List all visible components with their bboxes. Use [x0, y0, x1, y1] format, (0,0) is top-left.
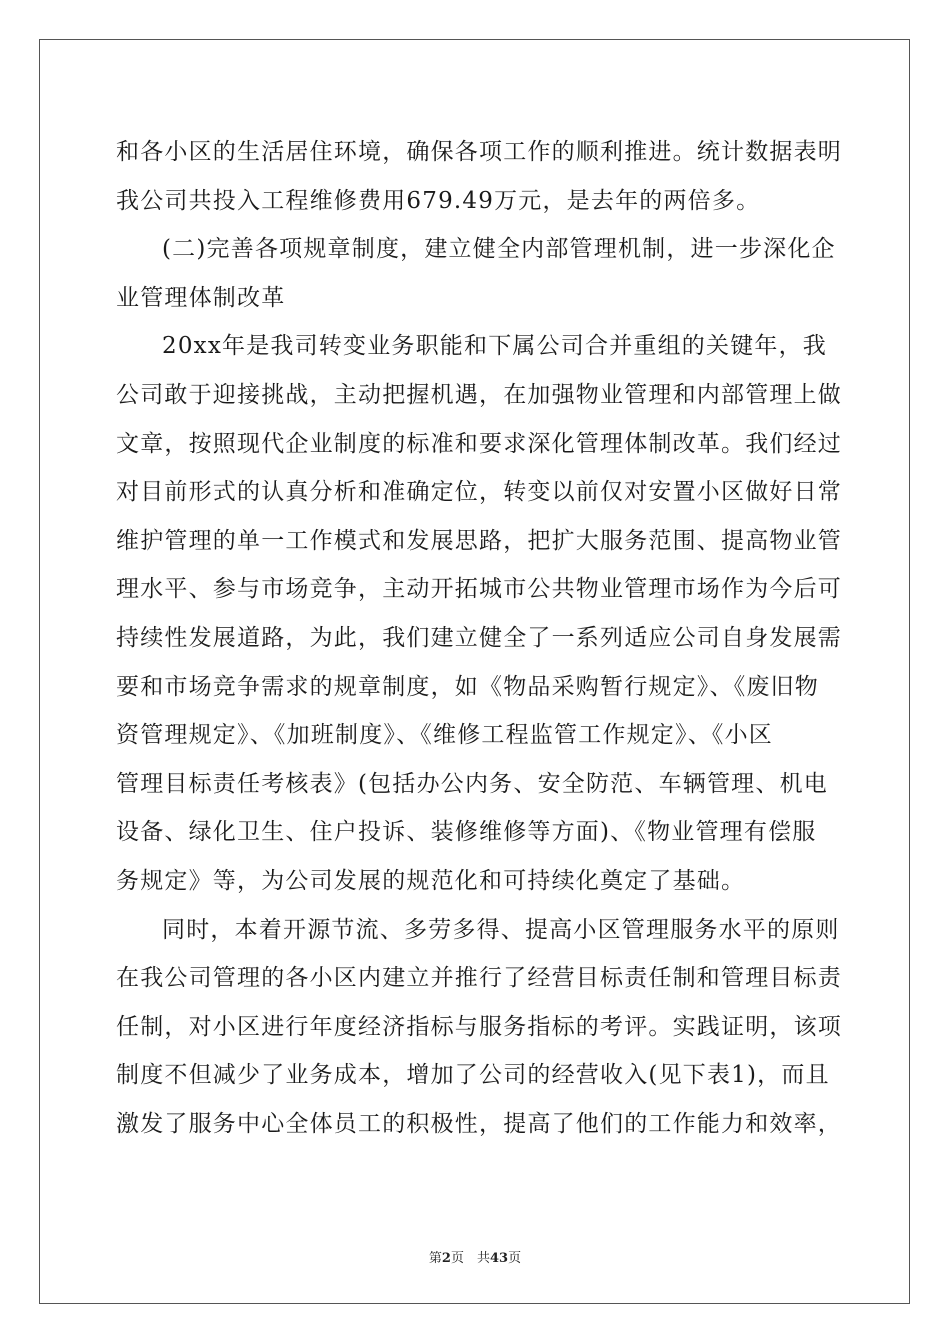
text-line: 务规定》等，为公司发展的规范化和可持续化奠定了基础。 — [116, 867, 746, 894]
text-line: 同时，本着开源节流、多劳多得、提高小区管理服务水平的原则 — [162, 916, 840, 943]
total-page-count: 43 — [489, 1251, 509, 1266]
text-line: 在我公司管理的各小区内建立并推行了经营目标责任制和管理目标责 — [116, 965, 842, 992]
text-line: 我公司共投入工程维修费用679.49万元，是去年的两倍多。 — [116, 187, 761, 214]
text-line: 激发了服务中心全体员工的积极性，提高了他们的工作能力和效率， — [116, 1110, 842, 1137]
text-line: 20xx年是我司转变业务职能和下属公司合并重组的关键年，我 — [162, 333, 828, 360]
text-line: 管理目标责任考核表》(包括办公内务、安全防范、车辆管理、机电 — [116, 770, 828, 797]
footer-prefix: 第 — [428, 1251, 442, 1266]
text-line: 公司敢于迎接挑战，主动把握机遇，在加强物业管理和内部管理上做 — [116, 381, 842, 408]
text-line: 理水平、参与市场竞争，主动开拓城市公共物业管理市场作为今后可 — [116, 576, 842, 603]
text-line: 对目前形式的认真分析和准确定位，转变以前仅对安置小区做好日常 — [116, 479, 842, 506]
footer-mid: 页 共 — [450, 1251, 490, 1266]
current-page-number: 2 — [441, 1251, 451, 1266]
document-body — [116, 128, 842, 1148]
text-line: 文章，按照现代企业制度的标准和要求深化管理体制改革。我们经过 — [116, 430, 842, 457]
text-line: 维护管理的单一工作模式和发展思路，把扩大服务范围、提高物业管 — [116, 527, 842, 554]
text-line: 任制，对小区进行年度经济指标与服务指标的考评。实践证明，该项 — [116, 1013, 842, 1040]
text-line: 资管理规定》、《加班制度》、《维修工程监管工作规定》、《小区 — [116, 722, 773, 749]
text-line: 持续性发展道路，为此，我们建立健全了一系列适应公司自身发展需 — [116, 624, 842, 651]
footer-suffix: 页 — [508, 1251, 522, 1266]
text-line: 要和市场竞争需求的规章制度，如《物品采购暂行规定》、《废旧物 — [116, 673, 819, 700]
page-footer — [0, 1247, 950, 1266]
text-line: 和各小区的生活居住环境，确保各项工作的顺利推进。统计数据表明 — [116, 139, 842, 165]
text-line: 设备、绿化卫生、住户投诉、装修维修等方面)、《物业管理有偿服 — [116, 819, 817, 846]
section-heading-cont: 业管理体制改革 — [116, 284, 286, 311]
text-line: 制度不但减少了业务成本，增加了公司的经营收入(见下表1)，而且 — [116, 1062, 830, 1089]
section-heading: (二)完善各项规章制度，建立健全内部管理机制，进一步深化企 — [162, 236, 836, 263]
